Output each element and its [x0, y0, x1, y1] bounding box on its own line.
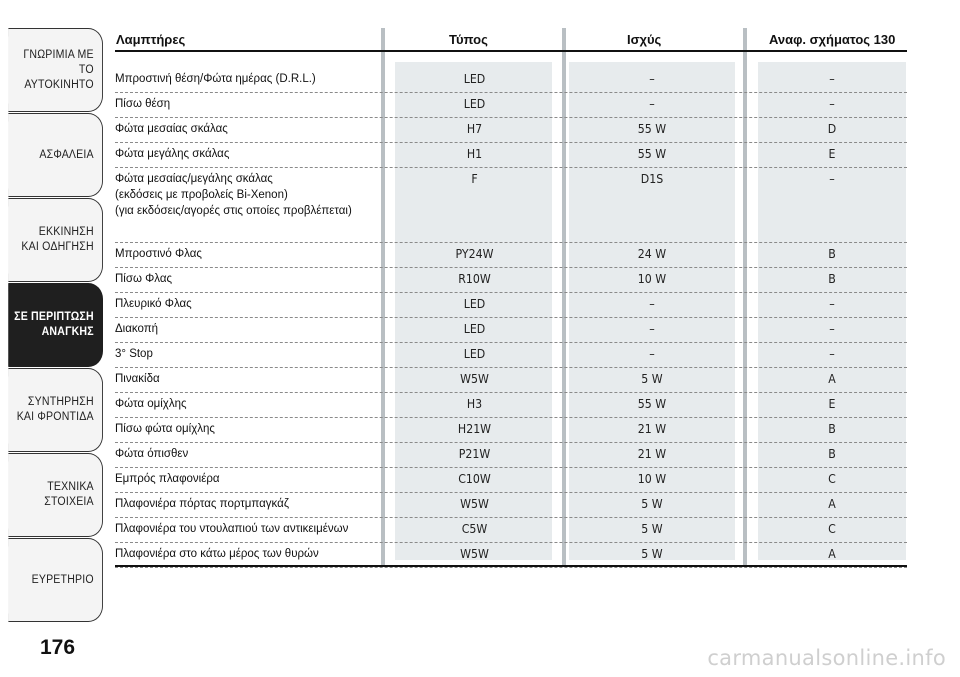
power-cell: 55 W	[637, 146, 667, 161]
chapter-tab[interactable]	[8, 368, 103, 452]
table-row	[115, 68, 907, 93]
type-cell: F	[471, 171, 478, 186]
lamp-name-cell: Πλαφονιέρα στο κάτω μέρος των θυρών	[115, 548, 319, 560]
page-number: 176	[40, 636, 76, 659]
type-cell: H7	[466, 121, 483, 136]
type-cell: LED	[463, 321, 486, 336]
ref-cell: E	[828, 396, 836, 411]
ref-cell: B	[828, 246, 836, 261]
lamp-name-cell: 3° Stop	[115, 348, 153, 360]
ref-cell: –	[829, 346, 835, 361]
lamp-name-cell: Μπροστινή θέση/Φώτα ημέρας (D.R.L.)	[115, 73, 316, 85]
table-row	[115, 118, 907, 143]
chapter-tab[interactable]	[8, 113, 103, 197]
ref-cell: B	[828, 446, 836, 461]
table-row	[115, 368, 907, 393]
chapter-tab-label: ΕΥΡΕΤΗΡΙΟ	[31, 573, 94, 586]
power-cell: 21 W	[637, 421, 667, 436]
table-row	[115, 343, 907, 368]
ref-cell: B	[828, 271, 836, 286]
lamp-name-cell: Φώτα μεγάλης σκάλας	[115, 148, 230, 160]
type-cell: LED	[463, 96, 486, 111]
lamp-name-cell: Πίσω Φλας	[115, 273, 173, 285]
lamp-name-cell: Φώτα μεσαίας/μεγάλης σκάλας (εκδόσεις με προβολείς Bi-Xenon) (για εκδόσεις/αγορές στις οποίες προβλέπεται)	[115, 173, 352, 217]
chapter-tab[interactable]	[8, 538, 103, 622]
lamp-name-cell: Φώτα όπισθεν	[115, 448, 189, 460]
lamp-name-cell: Φώτα μεσαίας σκάλας	[115, 123, 228, 135]
power-cell: 5 W	[641, 496, 663, 511]
type-cell: H21W	[457, 421, 492, 436]
lamp-name-cell: Πινακίδα	[115, 373, 160, 385]
lamp-name-cell: Πλαφονιέρα του ντουλαπιού των αντικειμένων	[115, 523, 349, 535]
power-cell: D1S	[640, 171, 664, 186]
header-lamps: Λαμπτήρες	[116, 32, 186, 47]
chapter-tab-label: ΣΥΝΤΗΡΗΣΗ ΚΑΙ ΦΡΟΝΤΙΔΑ	[16, 396, 94, 423]
table-row	[115, 268, 907, 293]
power-cell: 21 W	[637, 446, 667, 461]
table-row	[115, 293, 907, 318]
type-cell: LED	[463, 296, 486, 311]
lamp-name-cell: Πίσω θέση	[115, 98, 171, 110]
type-cell: H1	[466, 146, 483, 161]
ref-cell: C	[828, 521, 836, 536]
type-cell: C10W	[458, 471, 491, 486]
power-cell: –	[649, 346, 655, 361]
table-body	[115, 68, 907, 568]
type-cell: W5W	[460, 546, 489, 561]
bottom-rule	[115, 565, 907, 567]
table-row	[115, 443, 907, 468]
ref-cell: –	[829, 171, 835, 186]
type-cell: R10W	[458, 271, 491, 286]
type-cell: P21W	[458, 446, 491, 461]
header-power: Ισχύς	[627, 32, 662, 47]
power-cell: –	[649, 96, 655, 111]
lamp-name-cell: Φώτα ομίχλης	[115, 398, 187, 410]
power-cell: 5 W	[641, 371, 663, 386]
lamp-name-cell: Πίσω φώτα ομίχλης	[115, 423, 215, 435]
chapter-tab-label: ΕΚΚΙΝΗΣΗ ΚΑΙ ΟΔΗΓΗΣΗ	[21, 226, 94, 253]
ref-cell: –	[829, 321, 835, 336]
lamp-name-cell: Εμπρός πλαφονιέρα	[115, 473, 220, 485]
ref-cell: A	[828, 546, 836, 561]
table-row	[115, 518, 907, 543]
power-cell: –	[649, 71, 655, 86]
chapter-tab-label: ΓΝΩΡΙΜΙΑ ΜΕ ΤΟ ΑΥΤΟΚΙΝΗΤΟ	[23, 48, 94, 91]
ref-cell: E	[828, 146, 836, 161]
power-cell: –	[649, 321, 655, 336]
header-ref: Αναφ. σχήματος 130	[769, 32, 896, 47]
header-rule	[115, 50, 907, 52]
type-cell: LED	[463, 71, 486, 86]
chapter-tab-label: ΤΕΧΝΙΚΑ ΣΤΟΙΧΕΙΑ	[44, 481, 94, 508]
table-row	[115, 318, 907, 343]
watermark: carmanualsonline.info	[707, 646, 946, 670]
ref-cell: D	[827, 121, 837, 136]
ref-cell: –	[829, 71, 835, 86]
power-cell: 10 W	[637, 271, 667, 286]
type-cell: LED	[463, 346, 486, 361]
chapter-tab[interactable]	[8, 283, 103, 367]
chapter-tab[interactable]	[8, 453, 103, 537]
power-cell: 5 W	[641, 521, 663, 536]
table-row	[115, 468, 907, 493]
chapter-tabs	[0, 28, 103, 623]
table-row	[115, 243, 907, 268]
lamp-name-cell: Πλαφονιέρα πόρτας πορτμπαγκάζ	[115, 498, 289, 510]
header-type: Τύπος	[449, 32, 488, 47]
ref-cell: –	[829, 96, 835, 111]
power-cell: 10 W	[637, 471, 667, 486]
table-row	[115, 168, 907, 243]
bulb-table	[115, 28, 907, 568]
lamp-name-cell: Πλευρικό Φλας	[115, 298, 192, 310]
type-cell: PY24W	[455, 246, 494, 261]
ref-cell: –	[829, 296, 835, 311]
type-cell: C5W	[461, 521, 488, 536]
ref-cell: C	[828, 471, 836, 486]
ref-cell: A	[828, 496, 836, 511]
type-cell: H3	[466, 396, 483, 411]
power-cell: 55 W	[637, 121, 667, 136]
table-row	[115, 93, 907, 118]
lamp-name-cell: Διακοπή	[115, 323, 159, 335]
type-cell: W5W	[460, 496, 489, 511]
power-cell: –	[649, 296, 655, 311]
ref-cell: B	[828, 421, 836, 436]
power-cell: 24 W	[637, 246, 667, 261]
power-cell: 55 W	[637, 396, 667, 411]
table-row	[115, 393, 907, 418]
table-row	[115, 418, 907, 443]
chapter-tab[interactable]	[8, 198, 103, 282]
table-row	[115, 493, 907, 518]
power-cell: 5 W	[641, 546, 663, 561]
chapter-tab-label: ΑΣΦΑΛΕΙΑ	[39, 148, 94, 161]
chapter-tab[interactable]	[8, 28, 103, 112]
lamp-name-cell: Μπροστινό Φλας	[115, 248, 202, 260]
chapter-tab-label: ΣΕ ΠΕΡΙΠΤΩΣΗ ΑΝΑΓΚΗΣ	[14, 311, 94, 338]
table-row	[115, 143, 907, 168]
type-cell: W5W	[460, 371, 489, 386]
ref-cell: A	[828, 371, 836, 386]
